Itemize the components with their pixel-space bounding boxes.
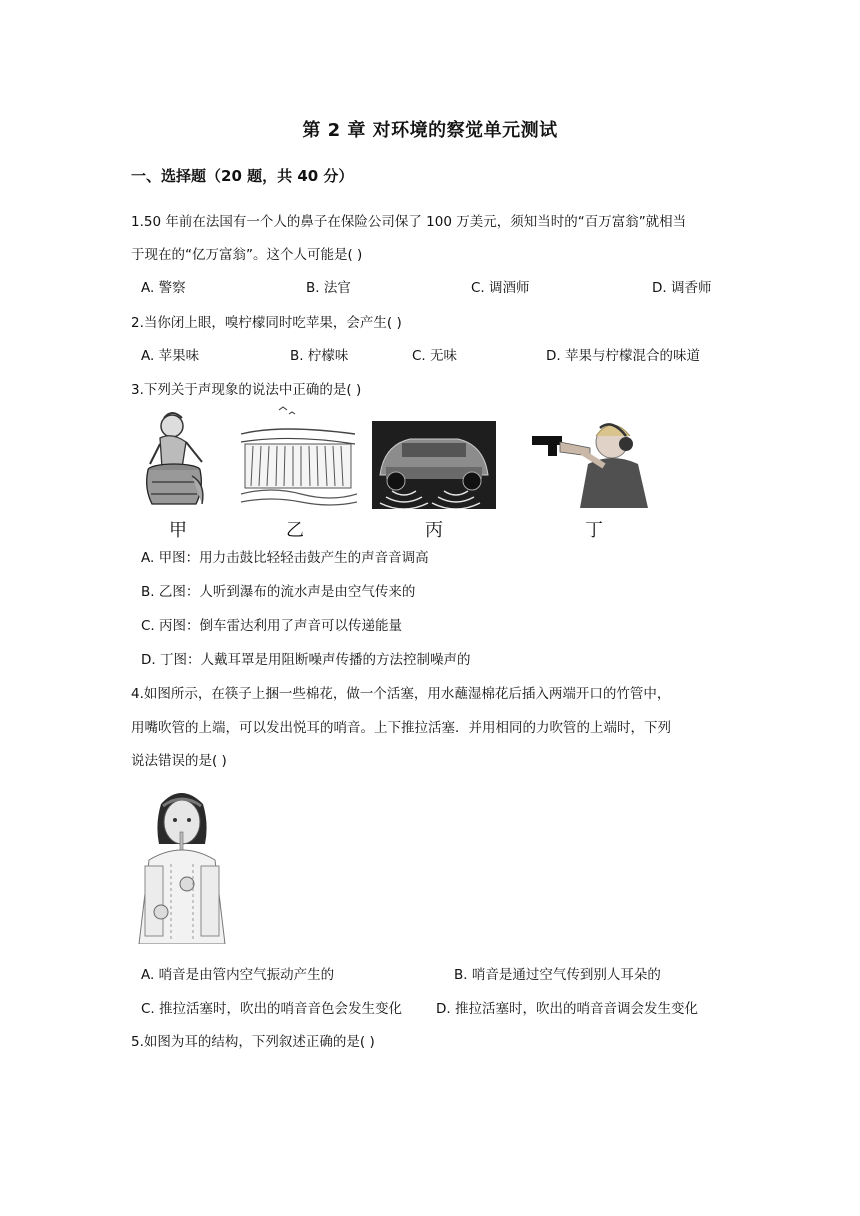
- figure-waterfall-image: [239, 404, 357, 508]
- question-2-option-a: A. 苹果味: [141, 348, 200, 364]
- figure-caption-ding: 丁: [585, 520, 603, 541]
- question-1-line-2: 于现在的“亿万富翁”。这个人可能是( ): [131, 247, 363, 263]
- question-5-line-1: 5.如图为耳的结构，下列叙述正确的是( ): [131, 1034, 375, 1050]
- figure-caption-yi: 乙: [286, 520, 304, 541]
- question-1-option-a: A. 警察: [141, 280, 186, 296]
- question-4-line-3: 说法错误的是( ): [131, 753, 227, 769]
- figure-caption-bing: 丙: [425, 520, 443, 541]
- question-2-option-c: C. 无味: [412, 348, 458, 364]
- question-3-option-a: A. 甲图：用力击鼓比轻轻击鼓产生的声音音调高: [141, 550, 429, 566]
- question-2-option-b: B. 柠檬味: [290, 348, 349, 364]
- question-3-option-c: C. 丙图：倒车雷达利用了声音可以传递能量: [141, 618, 403, 634]
- question-3-option-d: D. 丁图：人戴耳罩是用阻断噪声传播的方法控制噪声的: [141, 652, 471, 668]
- question-4-option-c: C. 推拉活塞时，吹出的哨音音色会发生变化: [141, 1001, 403, 1017]
- question-4-line-1: 4.如图所示，在筷子上捆一些棉花，做一个活塞，用水蘸湿棉花后插入两端开口的竹管中，: [131, 686, 671, 702]
- question-1-line-1: 1.50 年前在法国有一个人的鼻子在保险公司保了 100 万美元，须知当时的“百万富翁”就相当: [131, 214, 687, 230]
- question-2-option-d: D. 苹果与柠檬混合的味道: [546, 348, 700, 364]
- question-4-line-2: 用嘴吹管的上端，可以发出悦耳的哨音。上下推拉活塞．并用相同的力吹管的上端时，下列: [131, 720, 671, 736]
- question-1-option-c: C. 调酒师: [471, 280, 530, 296]
- question-4-option-a: A. 哨音是由管内空气振动产生的: [141, 967, 335, 983]
- question-3-option-b: B. 乙图：人听到瀑布的流水声是由空气传来的: [141, 584, 416, 600]
- section-heading: 一、选择题（20 题，共 40 分）: [131, 167, 354, 185]
- question-3-line-1: 3.下列关于声现象的说法中正确的是( ): [131, 382, 362, 398]
- figure-drum-image: [136, 406, 216, 510]
- figure-car-radar-image: [372, 421, 496, 509]
- question-1-option-b: B. 法官: [306, 280, 351, 296]
- figure-girl-whistle-image: [131, 784, 233, 944]
- page-title: 第 2 章 对环境的察觉单元测试: [302, 120, 558, 141]
- question-4-option-d: D. 推拉活塞时，吹出的哨音音调会发生变化: [436, 1001, 698, 1017]
- question-1-option-d: D. 调香师: [652, 280, 712, 296]
- figure-earmuffs-image: [526, 416, 654, 508]
- question-4-option-b: B. 哨音是通过空气传到别人耳朵的: [454, 967, 661, 983]
- question-2-line-1: 2.当你闭上眼，嗅柠檬同时吃苹果，会产生( ): [131, 315, 402, 331]
- figure-caption-jia: 甲: [169, 520, 187, 541]
